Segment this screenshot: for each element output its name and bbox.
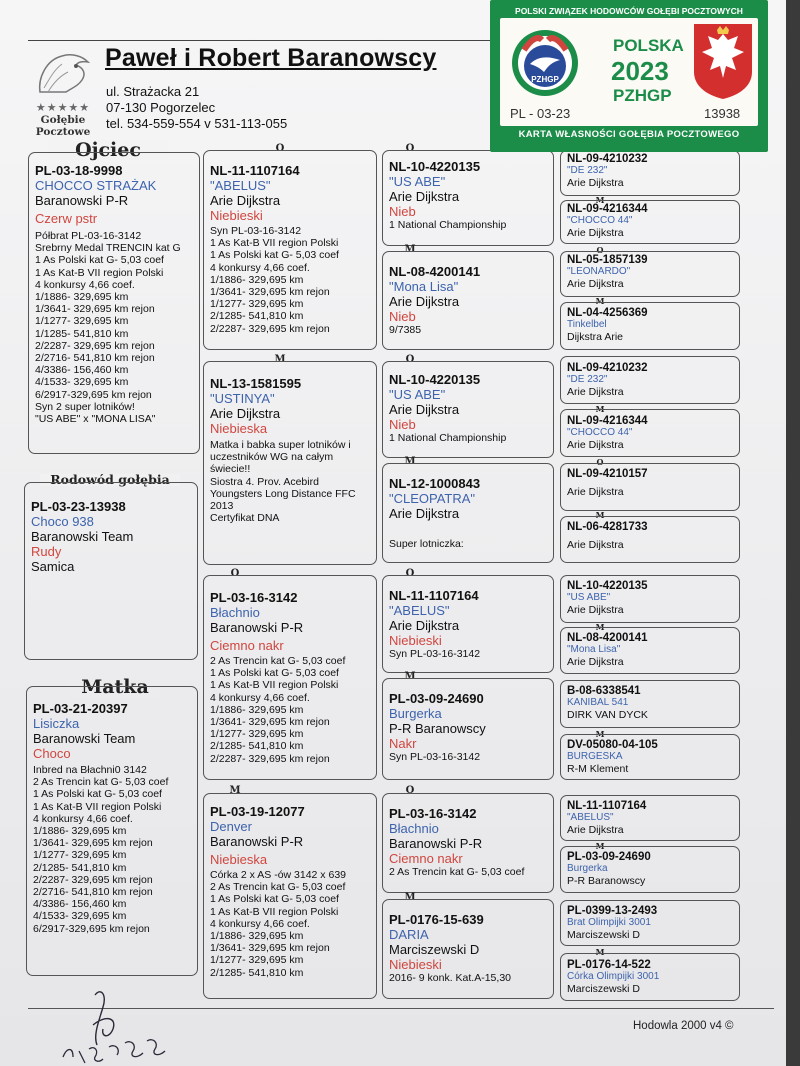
bird-name: Choco 938 [31,514,94,529]
bird-name: "US ABE" [389,387,446,402]
gen2-box-ff [203,150,377,350]
bird-color: Nieb [389,417,416,432]
emblem-text: PZHGP [531,75,559,84]
breeder: Arie Dijkstra [389,294,460,309]
ring-number: NL-06-4281733 [567,521,648,533]
card-org: PZHGP [613,86,672,105]
gen4-box [560,846,740,893]
ownership-card [490,0,768,152]
achievement-line: 2 As Trencin kat G- 5,03 coef [210,881,346,894]
achievement-line: 6/2917-329,695 km rejon [33,922,150,935]
achievement-line: 4 konkursy 4,66 coef. [210,261,310,274]
ring-number: PL-0399-13-2493 [567,905,658,917]
bird-name: DARIA [389,927,429,942]
achievement-line: 1 As Polski kat G- 5,03 coef [35,254,164,267]
gen4-box [560,251,740,297]
bird-color: Ciemno nakr [210,638,284,653]
achievement-line: 1/1285- 541,810 km [35,327,129,340]
achievement-line: 4/1533- 329,695 km [35,376,129,389]
breeder: Baranowski P-R [210,620,304,635]
ring-number: NL-11-1107164 [567,800,647,812]
gen2-box-mf [203,575,377,780]
bird-name: Denver [210,819,252,834]
gen4-box [560,953,740,1001]
achievement-line: 6/2917-329,695 km rejon [35,388,152,401]
achievement-line: Siostra 4. Prov. Acebird Youngsters Long Distance FFC 2013 [210,475,356,513]
achievement-line: 2 As Trencin kat G- 5,03 coef [210,655,346,667]
bird-name: "ABELUS" [389,603,450,618]
achievement-line: 2 As Trencin kat G- 5,03 coef [33,776,169,789]
club-logo [30,48,96,136]
logo-stars: ★★★★★ [35,101,91,114]
achievement-line: 1/1277- 329,695 km [210,728,304,741]
achievement-line: 1 National Championship [389,219,507,231]
breeder: Arie Dijkstra [210,193,281,208]
gen4-box [560,680,740,728]
ring-number: PL-03-09-24690 [389,691,484,706]
gen4-box [560,200,740,244]
address-line: ul. Strażacka 21 [106,84,200,99]
father-label: Ojciec [48,140,168,160]
ring-number: PL-0176-15-639 [389,912,484,927]
achievement-line: 2016- 9 konk. Kat.A-15,30 [389,972,511,984]
dam-marker: M [595,729,605,739]
bird-name: Burgerka [389,706,442,721]
bird-name: "LEONARDO" [567,266,631,277]
bird-name: "CHOCCO 44" [567,215,633,226]
achievement-line: 1 As Kat-B VII region Polski [33,800,162,813]
bird-name: Tinkelbel [567,319,607,330]
card-country: POLSKA [613,36,684,55]
gen4-box [560,575,740,623]
breeder: Arie Dijkstra [567,486,624,498]
dam-marker: M [595,404,605,414]
breeder: Arie Dijkstra [567,539,624,551]
breeder: DIRK VAN DYCK [567,708,648,721]
gen3-box-mmf [382,793,554,893]
achievement-line: 1 As Kat-B VII region Polski [210,905,339,918]
gen4-box [560,516,740,563]
gen3-box-mff [382,575,554,673]
breeder: Baranowski P-R [35,193,129,208]
bird-color: Niebieski [389,633,442,648]
achievement-line: Syn 2 super lotników! [35,400,135,413]
achievement-line: 1 National Championship [389,432,507,444]
ring-number: PL-03-18-9998 [35,163,123,178]
achievement-line: 2 As Trencin kat G- 5,03 coef [389,866,525,878]
breeder: Marciszewski D [567,928,640,941]
achievement-line: 4 konkursy 4,66 coef. [35,278,135,291]
breeder: Baranowski P-R [389,836,483,851]
bird-color: Rudy [31,544,62,559]
achievements [210,439,370,524]
dam-marker: M [595,622,605,632]
achievement-line: Syn PL-03-16-3142 [389,751,481,763]
achievement-line: 2/2716- 541,810 km rejon [35,352,155,365]
breeder: Baranowski Team [31,529,134,544]
bird-color: Czerw pstr [35,211,98,226]
ring-number: PL-0176-14-522 [567,959,651,971]
bird-name: "CLEOPATRA" [389,491,476,506]
achievement-line: Super lotniczka: [389,538,464,550]
bird-name: BURGESKA [567,751,623,762]
breeder: R-M Klement [567,762,629,775]
achievement-line: 2/2287- 329,695 km rejon [35,339,155,352]
breeder: Arie Dijkstra [389,506,460,521]
ring-number: NL-10-4220135 [389,159,481,174]
dam-marker: M [595,947,605,957]
breeder: Marciszewski D [567,982,640,995]
achievement-line: 1/3641- 329,695 km rejon [210,942,330,955]
dam-marker: M [404,244,416,255]
bird-color: Choco [33,746,71,761]
achievement-line: 2/1285- 541,810 km [33,861,127,874]
ring-number: PL-03-16-3142 [389,806,477,821]
ring-number: NL-12-1000843 [389,476,481,491]
achievement-line: 9/7385 [389,324,422,336]
achievement-line: Inbred na Błachni0 3142 [33,764,147,776]
polish-eagle-icon [692,22,754,100]
bird-sex: Samica [31,559,75,574]
achievement-line: 1 As Polski kat G- 5,03 coef [210,249,339,262]
card-year: 2023 [611,56,669,86]
header-rule [28,40,493,41]
breeder: Arie Dijkstra [567,603,624,616]
achievement-line: Półbrat PL-03-16-3142 [35,230,142,242]
bird-color: Niebieski [389,957,442,972]
gen4-box [560,409,740,457]
ring-number: PL-03-16-3142 [210,590,298,605]
ring-number: NL-09-4210232 [567,362,648,374]
breeder: Baranowski P-R [210,834,304,849]
achievements [210,225,370,335]
achievement-line: 1/3641- 329,695 km rejon [210,716,330,729]
achievement-line: 1/3641- 329,695 km rejon [210,286,330,299]
dam-marker: M [595,841,605,851]
breeder: P-R Baranowscy [389,721,486,736]
logo-line-2: Pocztowe [35,126,91,138]
achievement-line: 1 As Polski kat G- 5,03 coef [210,893,339,906]
achievement-line: 1/1277- 329,695 km [210,954,304,967]
gen4-box [560,463,740,511]
owner-address [106,84,287,132]
dam-marker: M [404,892,416,903]
bird-color: Niebieska [210,852,268,867]
achievement-line: Matka i babka super lotników i uczestników WG na całym świecie!! [210,439,351,476]
bird-color: Niebieska [210,421,268,436]
bird-name: "DE 232" [567,165,608,176]
achievement-line: 4/1533- 329,695 km [33,910,127,923]
ring-number: NL-09-4216344 [567,415,648,427]
achievement-line: 1 As Polski kat G- 5,03 coef [33,788,162,801]
achievement-line: Certyfikat DNA [210,512,280,525]
achievement-line: Syn PL-03-16-3142 [389,648,481,660]
bird-name: "ABELUS" [210,178,271,193]
subject-bird-box [24,482,198,660]
achievement-line: Srebrny Medal TRENCIN kat G [35,242,181,255]
sire-marker: O [405,568,415,579]
bird-name: "CHOCCO 44" [567,427,633,438]
bird-name: "DE 232" [567,374,608,385]
breeder: Arie Dijkstra [567,226,624,239]
achievement-line: 4/3386- 156,460 km [35,364,129,377]
achievement-line: 2/2287- 329,695 km rejon [33,873,153,886]
achievement-line: 1 As Kat-B VII region Polski [210,679,339,692]
dam-marker: M [595,195,605,205]
dam-marker: M [404,456,416,467]
achievement-line: Syn PL-03-16-3142 [210,225,302,237]
handwritten-signature [55,985,180,1066]
ring-number: NL-09-4216344 [567,203,648,215]
bird-name: "ABELUS" [567,812,614,823]
ring-number: NL-08-4200141 [567,632,648,644]
pedigree-label: Rodowód gołębia [40,474,180,486]
address-line: tel. 534-559-554 v 531-113-055 [106,116,288,131]
breeder: Baranowski Team [33,731,136,746]
mother-label: Matka [70,677,160,697]
ring-number: NL-05-1857139 [567,254,648,266]
logo-line-1: Gołębie [40,114,86,126]
achievement-line: 4 konkursy 4,66 coef. [210,917,310,930]
achievement-line: 1/1277- 329,695 km [35,315,129,328]
bird-name: "USTINYA" [210,391,275,406]
bird-color: Nieb [389,204,416,219]
breeder: Arie Dijkstra [567,438,624,451]
achievement-line: 1 As Kat-B VII region Polski [210,237,339,250]
bird-color: Nieb [389,309,416,324]
achievement-line: 2/1285- 541,810 km [210,310,304,323]
ring-number: NL-13-1581595 [210,376,302,391]
achievement-line: "US ABE" x "MONA LISA" [35,413,156,426]
achievement-line: 1/3641- 329,695 km rejon [33,837,153,850]
breeder: Arie Dijkstra [567,385,624,398]
pigeon-head-icon [32,48,94,96]
sire-marker: O [596,457,604,467]
achievement-line: 1/1886- 329,695 km [35,291,129,304]
achievements [210,869,370,979]
ring-number: NL-11-1107164 [389,588,479,603]
breeder: Dijkstra Arie [567,330,624,343]
bird-name: Córka Olimpijki 3001 [567,971,660,982]
card-ring-prefix: PL - 03-23 [510,106,571,121]
card-issuer: POLSKI ZWIĄZEK HODOWCÓW GOŁĘBI POCZTOWYCH [515,6,743,16]
address-line: 07-130 Pogorzelec [106,100,216,115]
achievement-line: 1 As Kat-B VII region Polski [35,266,164,279]
dam-marker: M [595,296,605,306]
mother-box [26,686,198,976]
ring-number: NL-11-1107164 [210,163,300,178]
bird-name: "Mona Lisa" [567,644,621,655]
gen3-box-fff [382,150,554,246]
achievement-line: 1/1886- 329,695 km [210,930,304,943]
gen3-box-fmf [382,361,554,458]
bird-color: Nakr [389,736,417,751]
dam-marker: M [229,785,241,796]
achievement-line: 1/1886- 329,695 km [210,273,304,286]
breeder: Arie Dijkstra [389,402,460,417]
breeder: Arie Dijkstra [567,823,624,836]
bird-name: Błachnio [389,821,439,836]
card-number: 13938 [704,106,741,121]
ring-number: NL-10-4220135 [389,372,481,387]
ring-number: PL-03-19-12077 [210,804,305,819]
bird-name: "US ABE" [389,174,446,189]
gen4-box [560,627,740,674]
software-footer: Hodowla 2000 v4 © [633,1020,734,1032]
gen2-box-mm [203,793,377,999]
ring-number: NL-09-4210157 [567,468,648,480]
achievement-line: Córka 2 x AS -ów 3142 x 639 [210,869,346,881]
achievement-line: 1/1886- 329,695 km [210,703,304,716]
ring-number: B-08-6338541 [567,685,641,697]
dam-marker: M [404,671,416,682]
ring-number: PL-03-09-24690 [567,851,651,863]
sire-marker: O [405,143,415,154]
bird-name: KANIBAL 541 [567,697,629,708]
bird-name: CHOCCO STRAŻAK [35,178,157,193]
breeder: P-R Baranowscy [567,874,646,887]
achievement-line: 1/1277- 329,695 km [210,298,304,311]
achievement-line: 1/3641- 329,695 km rejon [35,303,155,316]
gen4-box [560,795,740,841]
ring-number: NL-04-4256369 [567,307,648,319]
bird-color: Niebieski [210,208,263,223]
gen3-box-ffm [382,251,554,350]
bird-name: Błachnio [210,605,260,620]
bird-name: Lisiczka [33,716,80,731]
achievement-line: 1/1886- 329,695 km [33,825,127,838]
bird-name: Burgerka [567,863,608,874]
sire-marker: O [405,785,415,796]
achievement-line: 2/2287- 329,695 km rejon [210,322,330,335]
card-body [500,18,758,126]
ring-number: PL-03-23-13938 [31,499,126,514]
achievement-line: 2/2716- 541,810 km rejon [33,886,153,899]
achievement-line: 1/1277- 329,695 km [33,849,127,862]
bird-name: "US ABE" [567,592,611,603]
gen3-box-mfm [382,678,554,780]
achievements [35,230,193,425]
dam-marker: M [595,510,605,520]
sire-marker: O [230,568,240,579]
achievements [210,655,370,765]
achievement-line: 4 konkursy 4,66 coef. [33,812,133,825]
sire-marker: O [405,354,415,365]
breeder: Arie Dijkstra [210,406,281,421]
gen4-box [560,356,740,404]
achievement-line: 1 As Polski kat G- 5,03 coef [210,667,339,680]
gen4-box [560,900,740,946]
ring-number: NL-08-4200141 [389,264,481,279]
sire-marker: O [596,245,604,255]
breeder: Arie Dijkstra [389,618,460,633]
breeder: Marciszewski D [389,942,480,957]
bird-name: Brat Olimpijki 3001 [567,917,651,928]
father-box [28,152,200,454]
achievement-line: 4 konkursy 4,66 coef. [210,691,310,704]
ring-number: PL-03-21-20397 [33,701,128,716]
sire-marker: O [275,143,285,154]
pzhgp-emblem-icon [508,26,582,100]
bird-name: "Mona Lisa" [389,279,459,294]
bird-color: Ciemno nakr [389,851,463,866]
achievement-line: 2/2287- 329,695 km rejon [210,752,330,765]
dam-marker: M [274,354,286,365]
ring-number: NL-09-4210232 [567,153,648,165]
achievement-line: 4/3386- 156,460 km [33,898,127,911]
breeder: Arie Dijkstra [567,277,624,290]
ring-number: NL-10-4220135 [567,580,648,592]
breeder: Arie Dijkstra [389,189,460,204]
gen4-box [560,150,740,196]
card-title: KARTA WŁASNOŚCI GOŁĘBIA POCZTOWEGO [518,129,740,140]
achievement-line: 2/1285- 541,810 km [210,740,304,753]
achievements [33,764,191,935]
ring-number: DV-05080-04-105 [567,739,658,751]
gen3-box-mmm [382,899,554,999]
breeder: Arie Dijkstra [567,176,624,189]
gen4-box [560,734,740,780]
gen3-box-fmm [382,463,554,563]
owner-name: Paweł i Robert Baranowscy [105,44,437,72]
gen2-box-fm [203,361,377,565]
gen4-box [560,302,740,350]
breeder: Arie Dijkstra [567,655,624,668]
achievement-line: 2/1285- 541,810 km [210,966,304,979]
